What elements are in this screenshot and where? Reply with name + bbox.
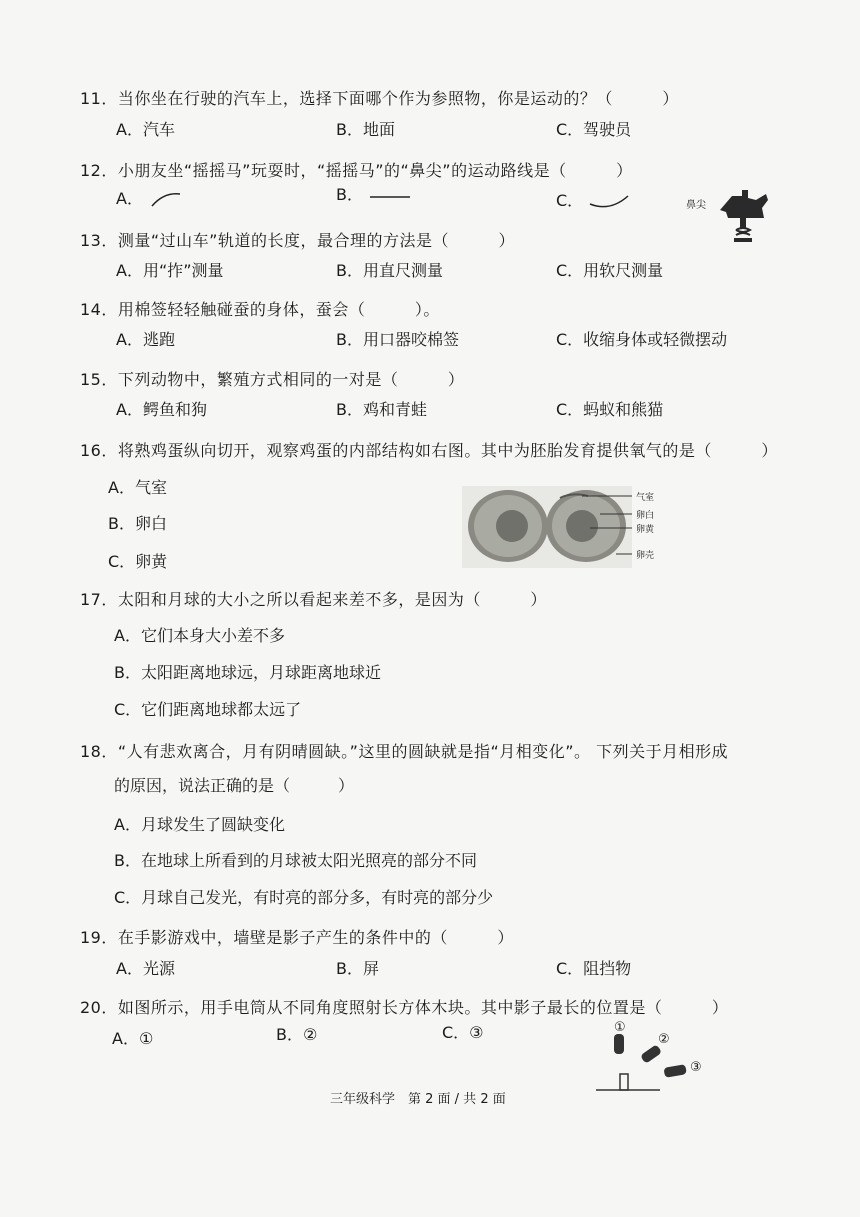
q19-option-a[interactable]: A．光源	[116, 959, 175, 978]
egg-white-label: 卵白	[636, 511, 655, 521]
q17-option-b[interactable]: B．太阳距离地球远，月球距离地球近	[114, 663, 381, 682]
position-3-mark: ③	[690, 1060, 702, 1075]
q14-option-a[interactable]: A．逃跑	[116, 330, 175, 349]
question-18: 18．“人有悲欢离合，月有阴晴圆缺。”这里的圆缺就是指“月相变化”。 下列关于月相形成	[80, 742, 729, 761]
question-12: 12．小朋友坐“摇摇马”玩耍时，“摇摇马”的“鼻尖”的运动路线是（ ）	[80, 161, 633, 180]
egg-yolk-label: 卵黄	[636, 525, 655, 535]
q20-option-c[interactable]: C．③	[442, 1023, 484, 1042]
q12-option-a-label: A．	[116, 189, 143, 208]
q15-option-a[interactable]: A．鳄鱼和狗	[116, 400, 207, 419]
rocking-horse-icon	[712, 186, 774, 244]
q11-option-c[interactable]: C．驾驶员	[556, 120, 632, 139]
q19-option-c[interactable]: C．阻挡物	[556, 959, 632, 978]
q12-option-b[interactable]	[336, 184, 412, 206]
question-18-line2: 的原因，说法正确的是（ ）	[114, 776, 355, 795]
straight-path-icon	[368, 189, 412, 203]
q14-option-b[interactable]: B．用口器咬棉签	[336, 330, 459, 349]
egg-label-lines	[580, 490, 640, 570]
q18-option-b[interactable]: B．在地球上所看到的月球被太阳光照亮的部分不同	[114, 851, 477, 870]
q17-option-a[interactable]: A．它们本身大小差不多	[114, 626, 285, 645]
arc-path-icon	[148, 190, 184, 210]
question-19: 19．在手影游戏中，墙壁是影子产生的条件中的（ ）	[80, 928, 514, 947]
egg-shell-label: 卵壳	[636, 551, 655, 561]
q19-option-b[interactable]: B．屏	[336, 959, 379, 978]
q18-option-a[interactable]: A．月球发生了圆缺变化	[114, 815, 285, 834]
q20-option-a[interactable]: A．①	[112, 1029, 154, 1048]
q12-option-c-label: C．	[556, 191, 584, 210]
q12-option-b-label: B．	[336, 185, 363, 204]
q16-option-a[interactable]: A．气室	[108, 478, 167, 497]
flashlight-positions-figure	[590, 1018, 710, 1094]
q20-option-b[interactable]: B．②	[276, 1025, 318, 1044]
q14-option-c[interactable]: C．收缩身体或轻微摆动	[556, 330, 728, 349]
nose-tip-label: 鼻尖	[686, 200, 706, 211]
q12-option-c[interactable]	[556, 190, 632, 212]
q18-option-c[interactable]: C．月球自己发光，有时亮的部分多，有时亮的部分少	[114, 888, 494, 907]
air-cell-label: 气室	[636, 493, 655, 503]
q15-option-c[interactable]: C．蚂蚁和熊猫	[556, 400, 664, 419]
question-11: 11．当你坐在行驶的汽车上，选择下面哪个作为参照物，你是运动的？（ ）	[80, 89, 679, 108]
question-13: 13．测量“过山车”轨道的长度，最合理的方法是（ ）	[80, 231, 515, 250]
q17-option-c[interactable]: C．它们距离地球都太远了	[114, 700, 302, 719]
q16-option-c[interactable]: C．卵黄	[108, 552, 168, 571]
q13-option-c[interactable]: C．用软尺测量	[556, 261, 664, 280]
q11-option-a[interactable]: A．汽车	[116, 120, 175, 139]
question-16: 16．将熟鸡蛋纵向切开，观察鸡蛋的内部结构如右图。其中为胚胎发育提供氧气的是（ ）	[80, 441, 778, 460]
q13-option-a[interactable]: A．用“拃”测量	[116, 261, 224, 280]
q15-option-b[interactable]: B．鸡和青蛙	[336, 400, 427, 419]
question-14: 14．用棉签轻轻触碰蚕的身体，蚕会（ ）。	[80, 300, 440, 319]
question-17: 17．太阳和月球的大小之所以看起来差不多，是因为（ ）	[80, 590, 547, 609]
question-15: 15．下列动物中，繁殖方式相同的一对是（ ）	[80, 370, 465, 389]
position-2-mark: ②	[658, 1032, 670, 1047]
curve-path-icon	[588, 192, 632, 212]
q13-option-b[interactable]: B．用直尺测量	[336, 261, 443, 280]
position-1-mark: ①	[614, 1020, 626, 1035]
q11-option-b[interactable]: B．地面	[336, 120, 395, 139]
question-20: 20．如图所示，用手电筒从不同角度照射长方体木块。其中影子最长的位置是（ ）	[80, 998, 729, 1017]
q12-option-a[interactable]	[116, 188, 184, 210]
q16-option-b[interactable]: B．卵白	[108, 514, 167, 533]
page-footer: 三年级科学 第 2 面 / 共 2 面	[330, 1092, 506, 1107]
